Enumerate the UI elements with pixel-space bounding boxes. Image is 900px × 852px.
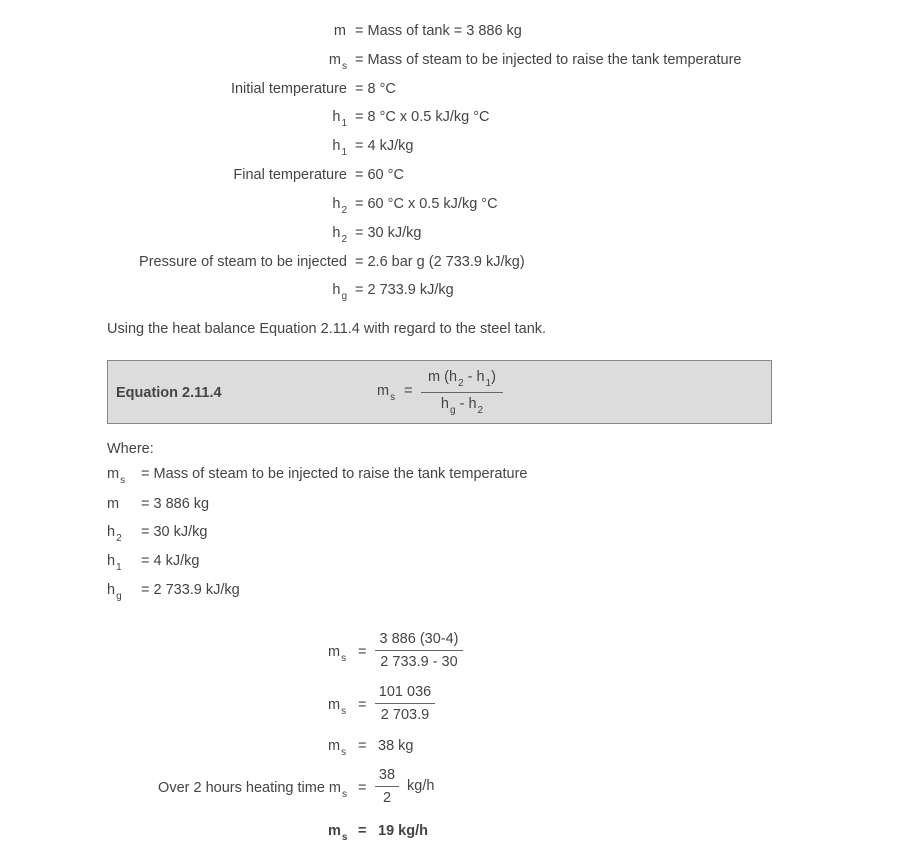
intro-text: Using the heat balance Equation 2.11.4 with regard to the steel tank. xyxy=(107,321,547,337)
result-equals: = xyxy=(358,823,367,839)
given-value: = 8 °C x 0.5 kJ/kg °C xyxy=(355,109,490,125)
given-value: = 2 733.9 kJ/kg xyxy=(355,282,454,298)
where-definition: = 30 kJ/kg xyxy=(141,524,208,540)
given-label: Pressure of steam to be injected xyxy=(139,254,347,270)
calc-unit: kg/h xyxy=(407,778,435,794)
given-value: = 8 °C xyxy=(355,81,396,97)
calc-fraction xyxy=(375,684,435,723)
calc-numerator: 38 xyxy=(378,767,396,783)
given-label: Initial temperature xyxy=(230,81,347,97)
given-value: = Mass of steam to be injected to raise the tank temperature xyxy=(355,52,742,68)
calc-fraction xyxy=(375,767,399,806)
result-value: 19 kg/h xyxy=(378,823,428,839)
where-symbol: $h_1$ xyxy=(107,553,122,573)
given-value: = 30 kJ/kg xyxy=(355,225,422,241)
calc-value: 38 kg xyxy=(378,738,414,754)
where-title: Where: xyxy=(107,441,154,457)
given-label: $h_1$ xyxy=(332,138,347,158)
given-label: $h_1$ xyxy=(332,109,347,129)
given-label: $m_s$ xyxy=(328,52,347,72)
given-label: m xyxy=(333,23,346,39)
calc-equals: = xyxy=(358,738,367,754)
calc-denominator: 2 xyxy=(382,790,392,806)
given-value: = 4 kJ/kg xyxy=(355,138,414,154)
calc-lhs: $m_s$ xyxy=(328,644,347,664)
where-symbol: m xyxy=(107,496,120,512)
where-symbol: $m_s$ xyxy=(107,466,126,486)
calc-lhs: $m_s$ xyxy=(328,738,347,758)
result-lhs: $m_s$ xyxy=(328,823,348,843)
equation-lhs: $m_s$ xyxy=(377,383,396,403)
calc-equals: = xyxy=(358,780,367,796)
equation-fraction xyxy=(421,369,503,416)
calc-equals: = xyxy=(358,697,367,713)
equation-numerator: m $(h_2 - h_1)$ xyxy=(428,369,496,389)
calc-heating-lhs: Over 2 hours heating time $m_s$ xyxy=(158,780,347,800)
given-value: = 60 °C xyxy=(355,167,404,183)
calc-denominator: 2 703.9 xyxy=(380,707,430,723)
where-definition: = 3 886 kg xyxy=(141,496,210,512)
where-symbol: $h_g$ xyxy=(107,582,122,602)
equation-denominator: $h_g - h_2$ xyxy=(440,396,484,416)
where-symbol: $h_2$ xyxy=(107,524,122,544)
calc-lhs: $m_s$ xyxy=(328,697,347,717)
given-label: $h_2$ xyxy=(332,196,347,216)
given-label: Final temperature xyxy=(233,167,347,183)
calc-fraction xyxy=(375,631,463,670)
where-definition: = 2 733.9 kJ/kg xyxy=(141,582,240,598)
given-label: $h_2$ xyxy=(332,225,347,245)
calc-numerator: 3 886 (30-4) xyxy=(379,631,459,647)
where-definition: = Mass of steam to be injected to raise the tank temperature xyxy=(141,466,528,482)
where-definition: = 4 kJ/kg xyxy=(141,553,200,569)
equation-box xyxy=(107,360,772,424)
equation-equals: = xyxy=(404,383,413,399)
calc-numerator: 101 036 xyxy=(378,684,432,700)
given-value: = 60 °C x 0.5 kJ/kg °C xyxy=(355,196,498,212)
given-value: = Mass of tank = 3 886 kg xyxy=(355,23,522,39)
given-label: $h_g$ xyxy=(332,282,347,302)
given-value: = 2.6 bar g (2 733.9 kJ/kg) xyxy=(355,254,525,270)
calc-denominator: 2 733.9 - 30 xyxy=(380,654,458,670)
equation-title: Equation 2.11.4 xyxy=(116,385,222,401)
calc-equals: = xyxy=(358,644,367,660)
